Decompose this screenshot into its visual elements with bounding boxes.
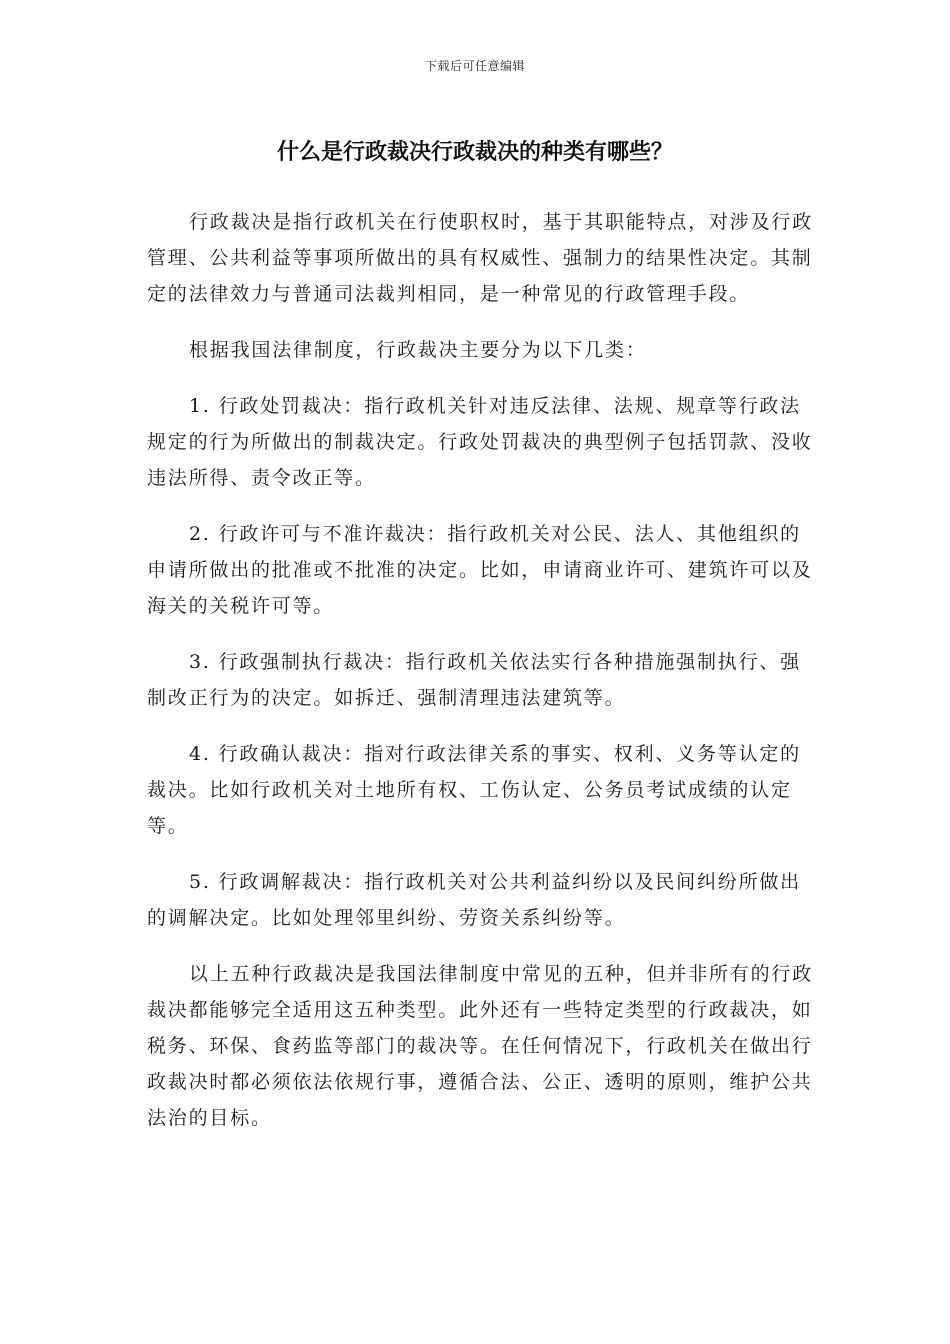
header-note: 下载后可任意编辑 (424, 59, 525, 73)
paragraph-item-5: 5. 行政调解裁决：指行政机关对公共利益纠纷以及民间纠纷所做出的调解决定。比如处理邻里纠纷、劳资关系纠纷等。 (147, 871, 801, 929)
paragraph-item-3: 3. 行政强制执行裁决：指行政机关依法实行各种措施强制执行、强制改正行为的决定。如拆迁、强制清理违法建筑等。 (147, 651, 801, 709)
paragraph-categories-lead: 根据我国法律制度，行政裁决主要分为以下几类： (189, 339, 647, 361)
paragraph-item-4: 4. 行政确认裁决：指对行政法律关系的事实、权利、义务等认定的裁决。比如行政机关对土地所有权、工伤认定、公务员考试成绩的认定等。 (147, 743, 801, 837)
paragraph-item-2: 2. 行政许可与不准许裁决：指行政机关对公民、法人、其他组织的申请所做出的批准或不批准的决定。比如，申请商业许可、建筑许可以及海关的关税许可等。 (147, 523, 813, 617)
paragraph-item-1: 1. 行政处罚裁决：指行政机关针对违反法律、法规、规章等行政法规定的行为所做出的制裁决定。行政处罚裁决的典型例子包括罚款、没收违法所得、责令改正等。 (147, 395, 813, 489)
document-body (147, 204, 817, 1156)
document-title: 什么是行政裁决行政裁决的种类有哪些？ (276, 140, 673, 165)
paragraph-conclusion: 以上五种行政裁决是我国法律制度中常见的五种，但并非所有的行政裁决都能够完全适用这五种类型。此外还有一些特定类型的行政裁决，如税务、环保、食药监等部门的裁决等。在任何情况下，行政机关在做出行政裁决时都必须依法依规行事，遵循合法、公正、透明的原则，维护公共法治的目标。 (147, 963, 814, 1129)
paragraph-intro: 行政裁决是指行政机关在行使职权时，基于其职能特点，对涉及行政管理、公共利益等事项所做出的具有权威性、强制力的结果性决定。其制定的法律效力与普通司法裁判相同，是一种常见的行政管理手段。 (147, 211, 814, 305)
